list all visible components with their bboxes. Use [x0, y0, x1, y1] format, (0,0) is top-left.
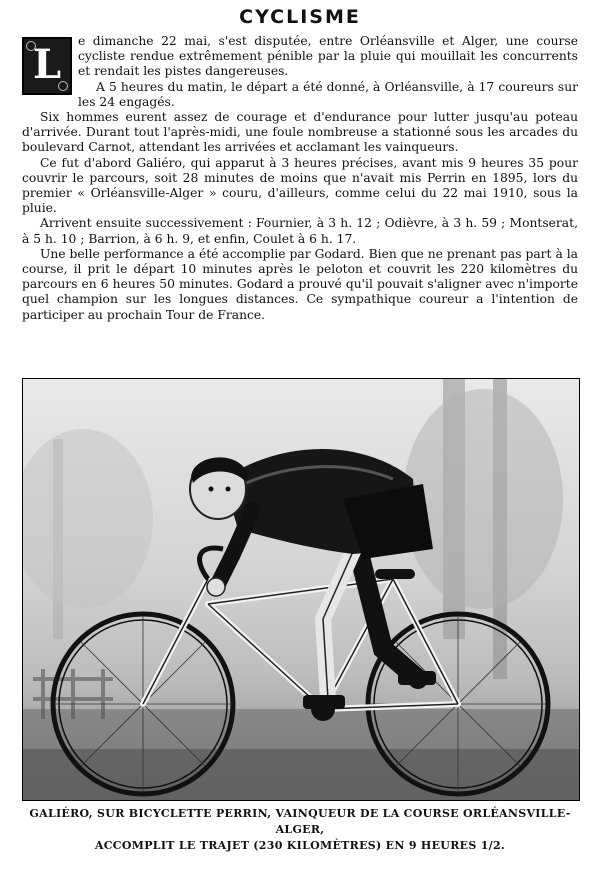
caption-line-1: GALIÉRO, SUR BICYCLETTE PERRIN, VAINQUEUR DE LA COURSE ORLÉANSVILLE-ALGER, — [29, 807, 571, 836]
article-paragraph-3: Six hommes eurent assez de courage et d'endurance pour lutter jusqu'au poteau d'arrivée. Durant tout l'après-midi, une foule nombreuse a stationné sous les arcades du boulevard Carnot, attendant les arrivées et acclamant les vainqueurs. — [22, 110, 578, 155]
ornament-flourish-icon — [58, 81, 68, 91]
article-body — [22, 34, 578, 323]
dropcap-letter: L — [32, 41, 62, 88]
page-title: CYCLISME — [239, 6, 361, 28]
caption-line-2: ACCOMPLIT LE TRAJET (230 KILOMÈTRES) EN 9 HEURES 1/2. — [94, 839, 506, 852]
article-paragraph-5: Arrivent ensuite successivement : Fournier, à 3 h. 12 ; Odièvre, à 3 h. 59 ; Montserat, à 5 h. 10 ; Barrion, à 6 h. 9, et enfin, Coulet à 6 h. 17. — [22, 216, 578, 246]
cyclist-photo — [22, 378, 580, 801]
paragraph-text: e dimanche 22 mai, s'est disputée, entre Orléansville et Alger, une course cycliste rendue extrêmement pénible par la pluie qui mouillait les concurrents et rendait les pistes dangereuses. — [78, 34, 578, 79]
dropcap-ornament — [22, 37, 72, 95]
article-paragraph-4: Ce fut d'abord Galiéro, qui apparut à 3 heures précises, avant mis 9 heures 35 pour couvrir le parcours, soit 28 minutes de moins que n'avait mis Perrin en 1895, lors du premier « Orléansville-Alger » couru, d'ailleurs, comme celui du 22 mai 1910, sous la pluie. — [22, 155, 578, 216]
article-paragraph-2: A 5 heures du matin, le départ a été donné, à Orléansville, à 17 coureurs sur les 24 engagés. — [78, 79, 578, 109]
article-paragraph-1 — [22, 34, 578, 88]
article-paragraph-6: Une belle performance a été accomplie par Godard. Bien que ne prenant pas part à la course, il prit le départ 10 minutes après le peloton et couvrit les 220 kilomètres du parcours en 6 heures 50 minutes. Godard a prouvé qu'il pouvait s'aligner avec n'importe quel champion sur les longues distances. Ce sympathique coureur a l'intention de participer au prochain Tour de France. — [22, 246, 578, 322]
cyclist-illustration — [23, 379, 579, 800]
photo-caption — [10, 806, 590, 854]
